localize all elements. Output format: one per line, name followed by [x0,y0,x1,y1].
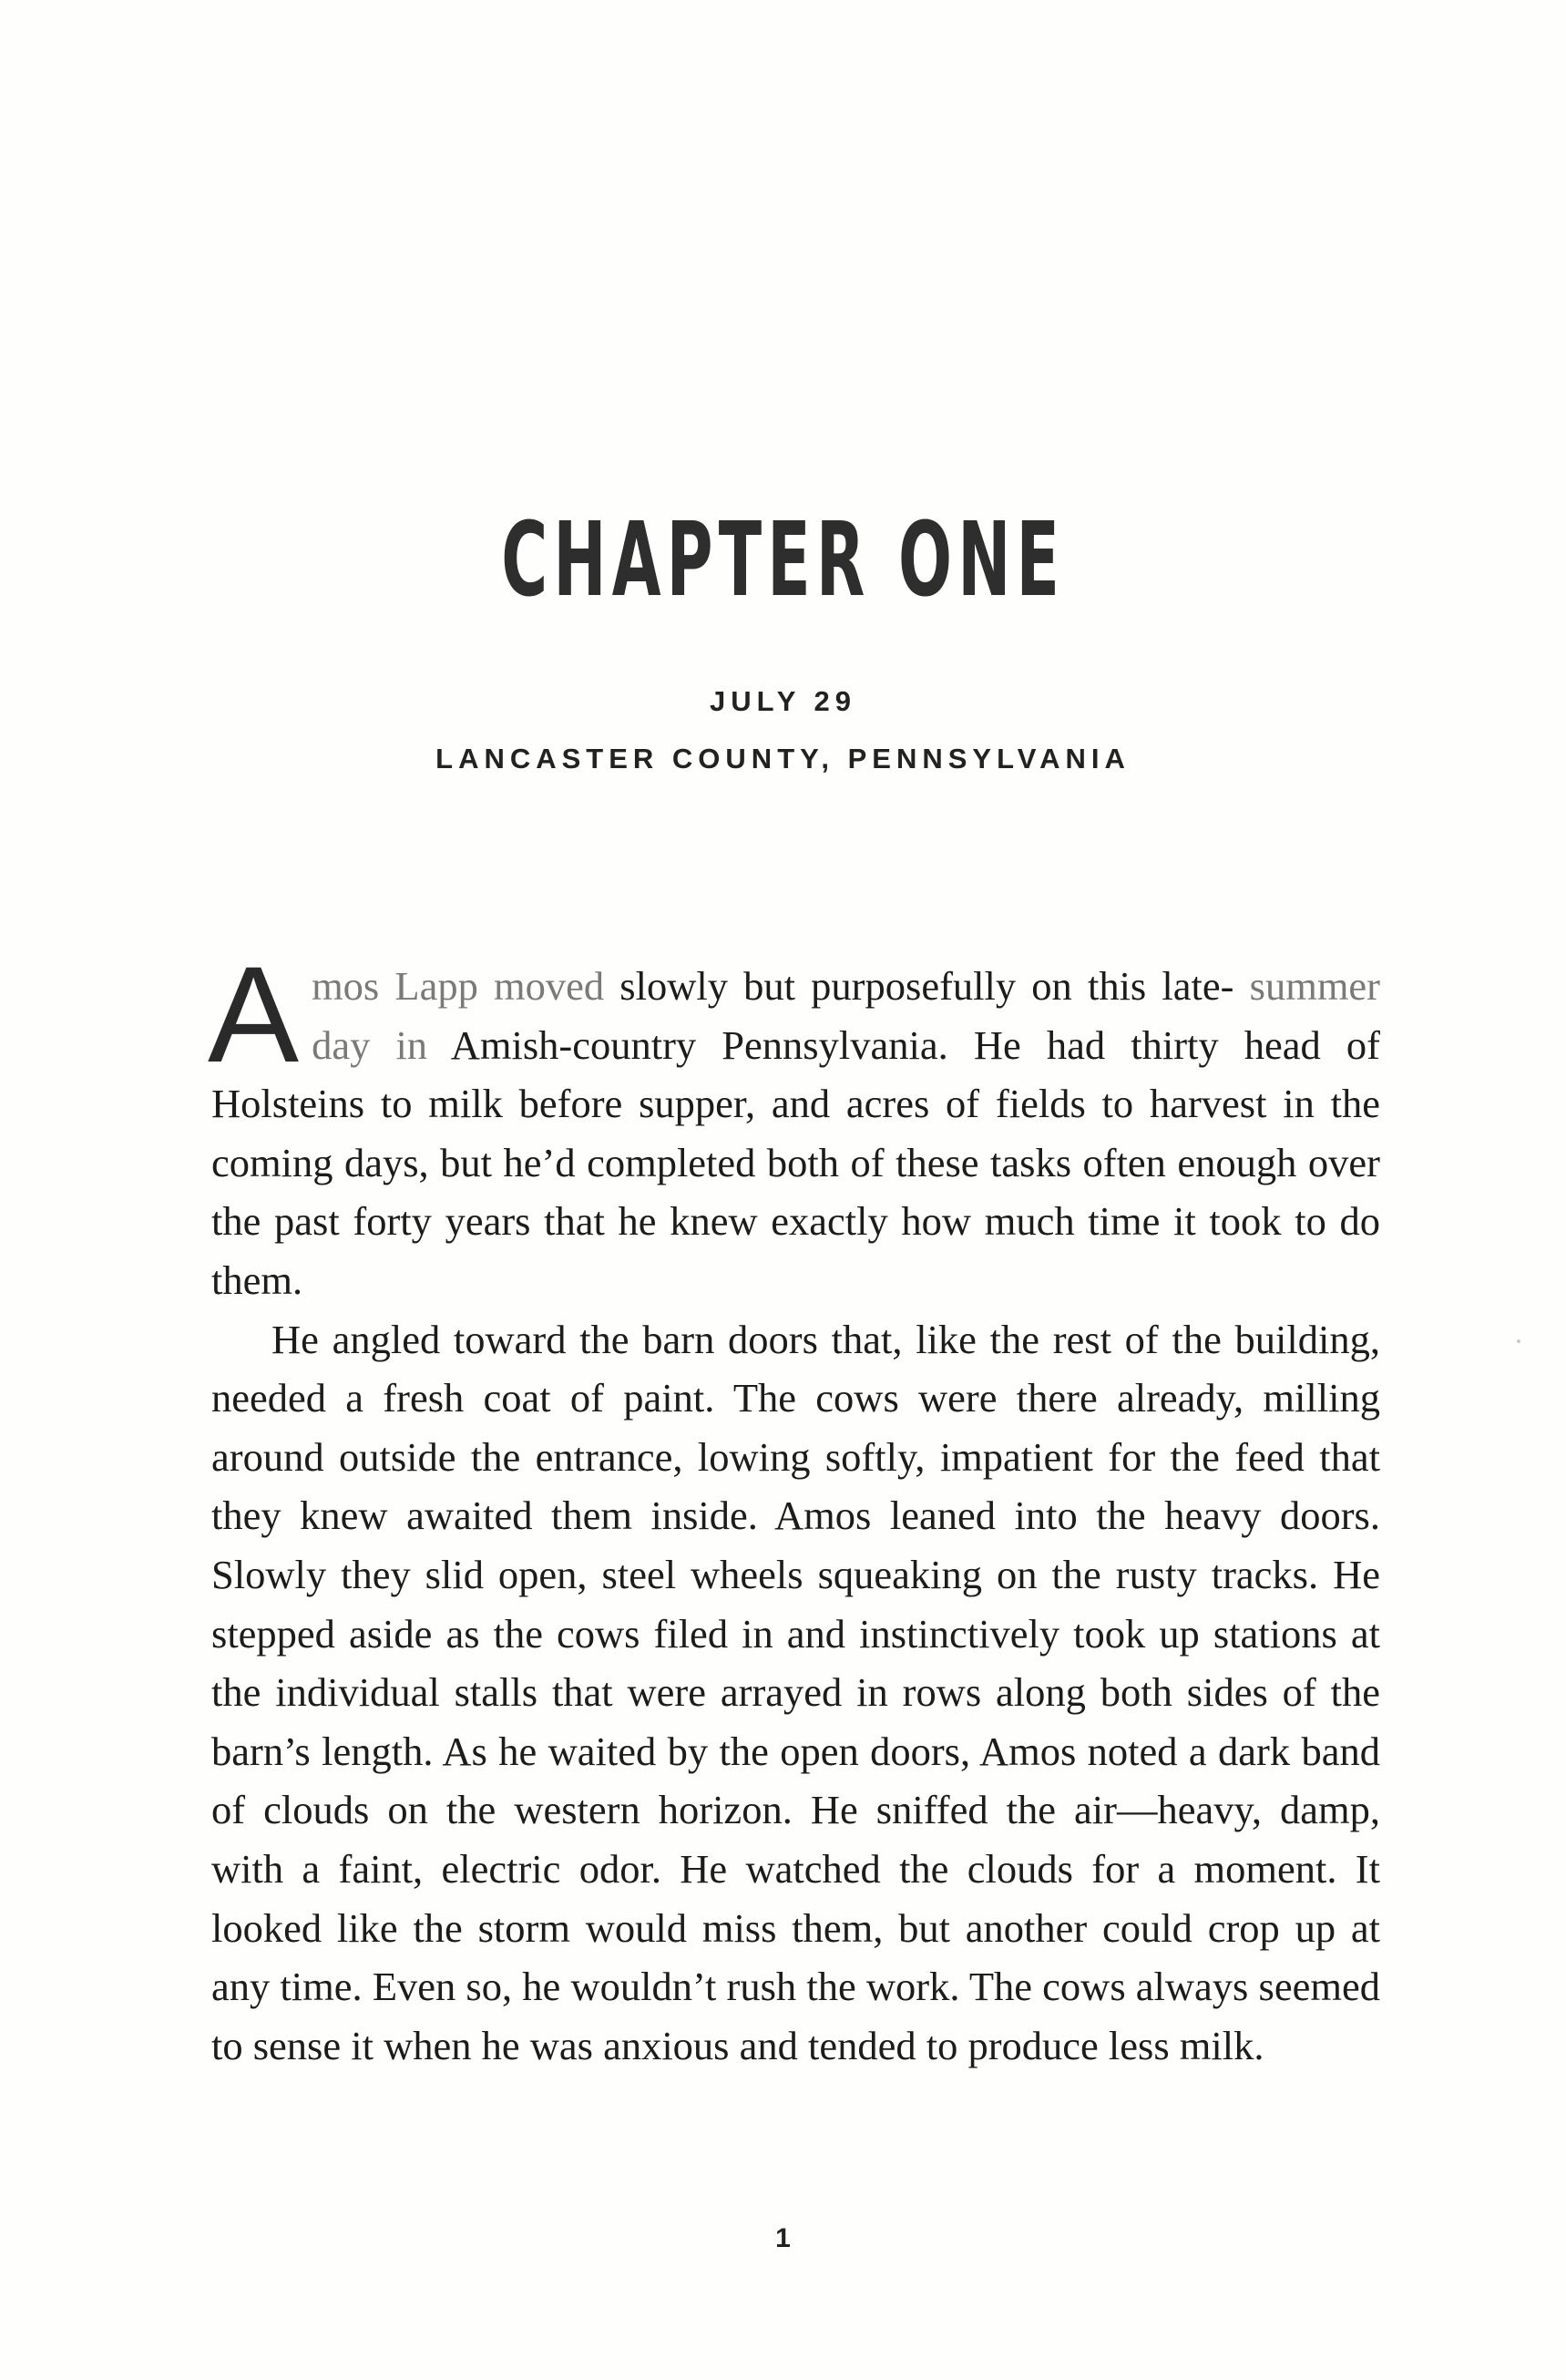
chapter-location: LANCASTER COUNTY, PENNSYLVANIA [435,743,1131,775]
paragraph-1-mid: slowly but purposefully on this late- [604,963,1234,1009]
paragraph-1-rest: Amish-country Pennsylvania. He had thirty head of Holsteins to milk before supper, and acres of fields to harvest in the coming days, but he’d completed both of these tasks often enough over the past forty years that he knew exactly how much time it took to do them. [211,1021,1380,1303]
faded-text-2: summer day in [312,963,1381,1068]
paper-speck [1517,1339,1520,1343]
drop-cap: A [208,938,300,1091]
paragraph-1 [208,938,1381,1310]
chapter-date: JULY 29 [710,685,856,717]
paragraph-2: He angled toward the barn doors that, like the rest of the building, needed a fresh coat of paint. The cows were there already, milling around outside the entrance, lowing softly, impatient for the feed that they knew awaited them inside. Amos leaned into the heavy doors. Slowly they slid open, steel wheels squeaking on the rusty tracks. He stepped aside as the cows filed in and instinctively took up stations at the individual stalls that were arrayed in rows along both sides of the barn’s length. As he waited by the open doors, Amos noted a dark band of clouds on the western horizon. He sniffed the air—heavy, damp, with a faint, electric odor. He watched the clouds for a moment. It looked like the storm would miss them, but another could crop up at any time. Even so, he wouldn’t rush the work. The cows always seemed to sense it when he was anxious and tended to produce less milk. [211,1316,1380,2068]
body-text [208,938,1381,2075]
faded-text: mos Lapp moved [312,963,605,1009]
page-number: 1 [775,2223,791,2253]
chapter-title: CHAPTER ONE [501,501,1066,620]
